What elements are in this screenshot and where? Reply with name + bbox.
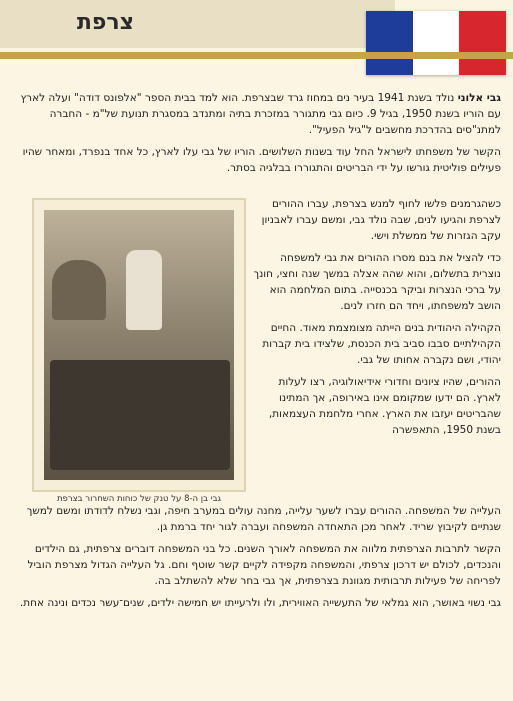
- flag-stripe-white: [413, 11, 460, 75]
- intro-paragraph-1: [12, 90, 501, 138]
- bottom-paragraph: הקשר לתרבות הצרפתית מלווה את המשפחה לאורך השנים. כל בני המשפחה דוברים צרפתית, גם הילדים והנכדים, לכולם יש דרכון צרפתי, והמשפחה מקפידה לקיים קשר שוטף וחם. גל העלייה הגדול מצרפת הוביל לפריחה של פעילות תרבותית מגוונת בצרפתית, אך גבי בחר שלא להשתלב בה.: [27, 543, 501, 587]
- historical-photo: [44, 210, 234, 480]
- french-flag-icon: [366, 11, 506, 75]
- right-paragraph: כשהגרמנים פלשו לחוף למנש בצרפת, עברו ההורים לצרפת והגיעו לנים, שבה נולד גבי, ומשם עברו לאבניון עקב הגזרות של ממשלת וישי.: [261, 198, 501, 242]
- soldier-figure: [52, 260, 106, 320]
- subject-name: גבי אלוני: [457, 92, 501, 104]
- intro-section: [12, 90, 501, 182]
- flag-stripe-blue: [366, 11, 413, 75]
- tank-figure: [50, 360, 230, 470]
- page-title: צרפת: [76, 10, 134, 35]
- right-column: [252, 196, 501, 444]
- bottom-paragraph: העלייה של המשפחה. ההורים עברו לשער עלייה, מחנה עולים במערב חיפה, וגבי נשלח לדודתו ומשם למשך שנתיים לקיבוץ שריד. לאחר מכן התאחדה המשפחה ועברה לגור יחד ברמת גן.: [26, 505, 501, 533]
- right-paragraph: כדי להציל את בנם מסרו ההורים את גבי למשפחה נוצרית בתשלום, והוא שהה אצלה במשך שנה וחצי, חונך על ברכי הנצרות וביקר בכנסייה. בתום המלחמה הוא הושב למשפחתו, ויחד הם חזרו לנים.: [253, 252, 501, 312]
- right-paragraph: ההורים, שהיו ציונים וחדורי אידיאולוגיה, רצו לעלות לארץ. הם ידעו שמקומם אינו באירופה, אך המתינו שהבריטים יעזבו את הארץ. אחרי מלחמת העצמאות, בשנת 1950, התאפשרה: [268, 376, 501, 436]
- flag-stripe-red: [459, 11, 506, 75]
- right-paragraph: הקהילה היהודית בנים הייתה מצומצמת מאוד. החיים הקהילתיים סבבו סביב בית הכנסת, שלצידו בית קברות יהודי, ושם נקברה אחותו של גבי.: [262, 322, 501, 366]
- intro-text-1: נולד בשנת 1941 בעיר נים במחוז גרד שבצרפת. הוא למד בבית הספר "אלפונס דודה" ועלה לארץ עם הוריו בשנת 1950, בגיל 9. כיום גבי מתגורר במזכרת בתיה ומתנדב במסגרת תנועת של"מ - החברה למתנ"סים בהדרכת מחשבים ל"גיל הפעיל".: [20, 92, 501, 136]
- bottom-paragraph: גבי נשוי באושר, הוא גמלאי של התעשייה האווירית, ולו ולרעייתו יש חמישה ילדים, שנים־עשר נכדים ונינה אחת.: [19, 597, 501, 609]
- child-figure: [126, 250, 162, 330]
- intro-paragraph-2: הקשר של משפחתו לישראל החל עוד בשנות השלושים. הוריו של גבי עלו לארץ, כל אחד בנפרד, ומאחר שהיו פעילים פוליטית גורשו על ידי הבריטים והתגוררו בבלגיה בסתר.: [22, 146, 501, 174]
- header: [0, 0, 513, 52]
- photo-caption: גבי בן ה-8 על טנק של כוחות השחרור בצרפת: [56, 494, 222, 504]
- header-divider: [0, 52, 513, 59]
- photo-frame: [34, 200, 244, 490]
- bottom-section: [12, 503, 501, 617]
